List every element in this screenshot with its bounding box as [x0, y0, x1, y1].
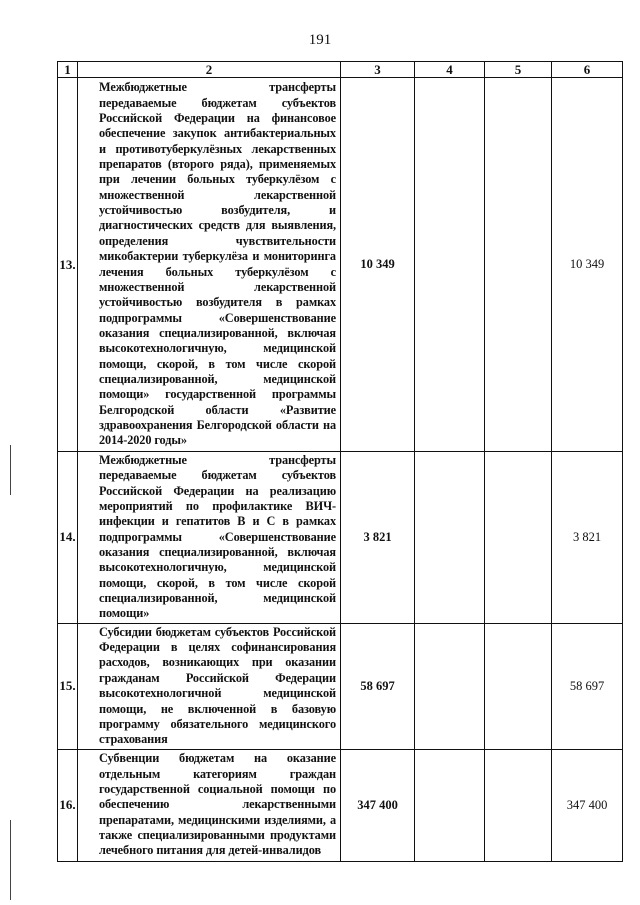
page-number: 191 — [308, 32, 332, 48]
row-value-col4 — [415, 749, 485, 861]
col-header-6: 6 — [552, 62, 623, 78]
row-value-col6: 58 697 — [552, 623, 623, 749]
row-description: Субвенции бюджетам на оказание отдельным категориям граждан государственной социальной помощи по обеспечению лекарственными препаратами, медицинскими изделиями, а также специализированными продуктами лечебного питания для детей-инвалидов — [78, 749, 341, 861]
col-header-1: 1 — [58, 62, 78, 78]
row-value-col5 — [485, 78, 552, 452]
row-value-col5 — [485, 452, 552, 624]
row-description: Межбюджетные трансферты передаваемые бюджетам субъектов Российской Федерации на реализацию мероприятий по профилактике ВИЧ-инфекции и гепатитов В и С в рамках подпрограммы «Совершенствование оказания специализированной, включая высокотехнологичную, медицинской помощи, скорой, в том числе скорой специализированной, медицинской помощи» — [78, 452, 341, 624]
row-description: Межбюджетные трансферты передаваемые бюджетам субъектов Российской Федерации на финансовое обеспечение закупок антибактериальных и противотуберкулёзных лекарственных препаратов (второго ряда), применяемых при лечении больных туберкулёзом с множественной лекарственной устойчивостью возбудителя, и диагностических средств для выявления, определения чувствительности микобактерии туберкулёза и мониторинга лечения больных туберкулёзом с множественной лекарственной устойчивостью возбудителя в рамках подпрограммы «Совершенствование оказания специализированной, включая высокотехнологичную, медицинской помощи, скорой, в том числе скорой специализированной, медицинской помощи» государственной программы Белгородской области «Развитие здравоохранения Белгородской области на 2014-2020 годы» — [78, 78, 341, 452]
row-value-col4 — [415, 78, 485, 452]
row-value-col5 — [485, 623, 552, 749]
row-number: 15. — [58, 623, 78, 749]
table-row — [58, 623, 623, 749]
col-header-3: 3 — [341, 62, 415, 78]
row-value-col6: 3 821 — [552, 452, 623, 624]
row-value-col6: 347 400 — [552, 749, 623, 861]
col-header-5: 5 — [485, 62, 552, 78]
header-row — [58, 62, 623, 78]
row-value-col3: 3 821 — [341, 452, 415, 624]
row-description: Субсидии бюджетам субъектов Российской Федерации в целях софинансирования расходов, возникающих при оказании гражданам Российской Федерации высокотехнологичной медицинской помощи, не включенной в базовую программу обязательного медицинского страхования — [78, 623, 341, 749]
table-row — [58, 749, 623, 861]
row-value-col6: 10 349 — [552, 78, 623, 452]
row-number: 16. — [58, 749, 78, 861]
row-value-col3: 10 349 — [341, 78, 415, 452]
scan-margin-mark-bottom — [10, 820, 11, 900]
row-value-col5 — [485, 749, 552, 861]
row-number: 14. — [58, 452, 78, 624]
row-number: 13. — [58, 78, 78, 452]
col-header-4: 4 — [415, 62, 485, 78]
col-header-2: 2 — [78, 62, 341, 78]
row-value-col4 — [415, 452, 485, 624]
table-row — [58, 78, 623, 452]
table-row — [58, 452, 623, 624]
budget-table — [57, 61, 623, 862]
scan-margin-mark-top — [10, 445, 11, 495]
row-value-col4 — [415, 623, 485, 749]
row-value-col3: 347 400 — [341, 749, 415, 861]
row-value-col3: 58 697 — [341, 623, 415, 749]
